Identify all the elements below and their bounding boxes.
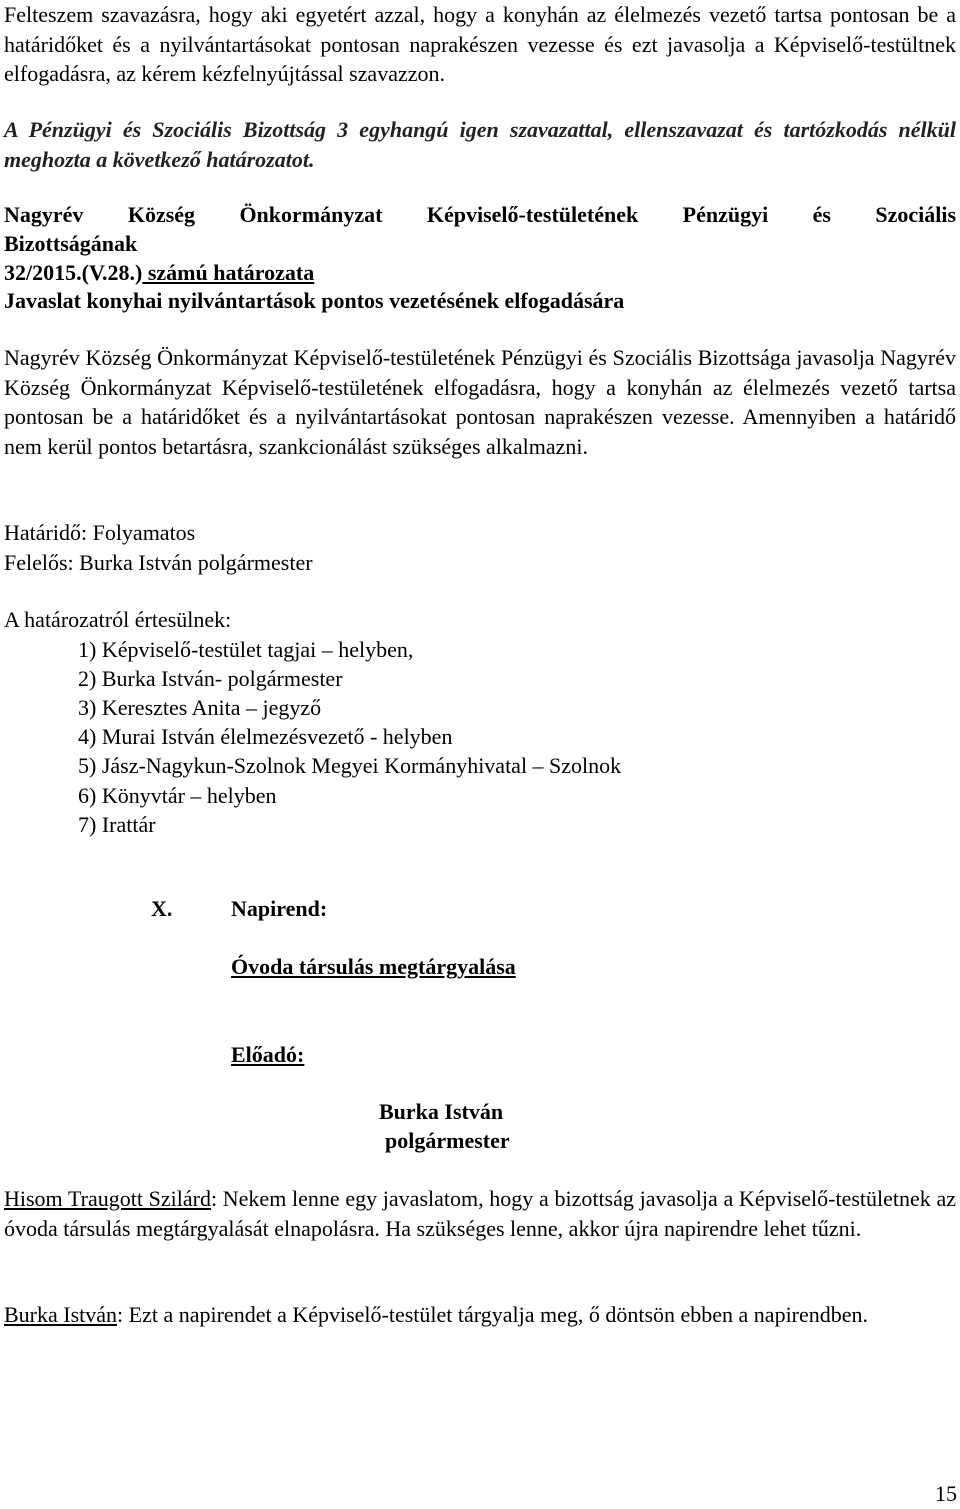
recipient-item: 5) Jász-Nagykun-Szolnok Megyei Kormányhivatal – Szolnok (78, 753, 622, 779)
discussion-paragraph (4, 1184, 956, 1243)
recipient-list (4, 635, 621, 839)
page-number: 15 (935, 1481, 957, 1506)
agenda-number: X. (151, 896, 173, 921)
recipient-item: 2) Burka István- polgármester (78, 665, 343, 691)
resolution-body-word: Képviselő-testületének (426, 202, 639, 227)
resolution-body-word: és (812, 202, 831, 227)
recipient-item: 1) Képviselő-testület tagjai – helyben, (78, 636, 414, 662)
deadline-line: Határidő: Folyamatos (4, 520, 196, 545)
resolution-body-word: Szociális (875, 202, 957, 227)
notify-heading: A határozatról értesülnek: (4, 607, 232, 632)
resolution-text: Nagyrév Község Önkormányzat Képviselő-testületének Pénzügyi és Szociális Bizottsága javasolja Nagyrév Község Önkormányzat Képviselő-testületének elfogadásra, hogy a konyhán az élelmezés vezető tartsa pontosan be a határidőket és a nyilvántartásokat pontosan naprakészen vezesse. Amennyiben a határidő nem kerül pontos betartásra, szankcionálást szükséges alkalmazni. (4, 345, 956, 459)
responsible-line: Felelős: Burka István polgármester (4, 549, 313, 575)
resolution-number: 32/2015.(V.28.) (4, 260, 143, 285)
discussion-paragraph (4, 1300, 956, 1330)
speaker-name: Hisom Traugott Szilárd (4, 1186, 211, 1211)
speech-text: : Ezt a napirendet a Képviselő-testület tárgyalja meg, ő döntsön ebben a napirendben. (117, 1302, 869, 1327)
resolution-header (4, 200, 956, 287)
resolution-body-word: Önkormányzat (239, 202, 383, 227)
vote-paragraph: Felteszem szavazásra, hogy aki egyetért azzal, hogy a konyhán az élelmezés vezető tartsa pontosan be a határidőket és a nyilvántartásokat pontosan naprakészen vezesse és ezt javasolja a Képviselő-testültnek elfogadásra, az kérem kézfelnyújtással szavazzon. (4, 2, 956, 86)
resolution-body-word: Község (127, 202, 196, 227)
presenter-role: polgármester (385, 1128, 510, 1153)
presenter-name: Burka István (379, 1099, 504, 1124)
agenda-label: Napirend: (231, 896, 328, 921)
agenda-title: Óvoda társulás megtárgyalása (231, 954, 516, 979)
recipient-item: 7) Irattár (78, 811, 156, 837)
deadline-block (4, 518, 313, 577)
resolution-body-line-2: Bizottságának (4, 231, 138, 256)
recipient-item: 3) Keresztes Anita – jegyző (78, 694, 322, 720)
speech-text: : Nekem lenne egy javaslatom, hogy a bizottság javasolja a Képviselő-testületnek az óvoda társulás megtárgyalását elnapolásra. Ha szükséges lenne, akkor újra napirendre lehet tűzni. (4, 1186, 956, 1241)
vote-result-paragraph: A Pénzügyi és Szociális Bizottság 3 egyhangú igen szavazattal, ellenszavazat és tartózkodás nélkül meghozta a következő határozatot. (4, 117, 956, 172)
speaker-name: Burka István (4, 1302, 118, 1327)
recipient-item: 4) Murai István élelmezésvezető - helyben (78, 724, 453, 750)
resolution-body-line-1 (4, 200, 956, 229)
resolution-body-word: Pénzügyi (682, 202, 769, 227)
recipient-item: 6) Könyvtár – helyben (78, 782, 277, 808)
resolution-body-word: Nagyrév (4, 202, 84, 227)
notification-block (4, 605, 621, 839)
resolution-number-suffix: számú határozata (142, 260, 315, 285)
resolution-title: Javaslat konyhai nyilvántartások pontos vezetésének elfogadására (4, 288, 625, 313)
resolution-number-line (4, 258, 956, 287)
presenter-label: Előadó: (231, 1042, 305, 1067)
